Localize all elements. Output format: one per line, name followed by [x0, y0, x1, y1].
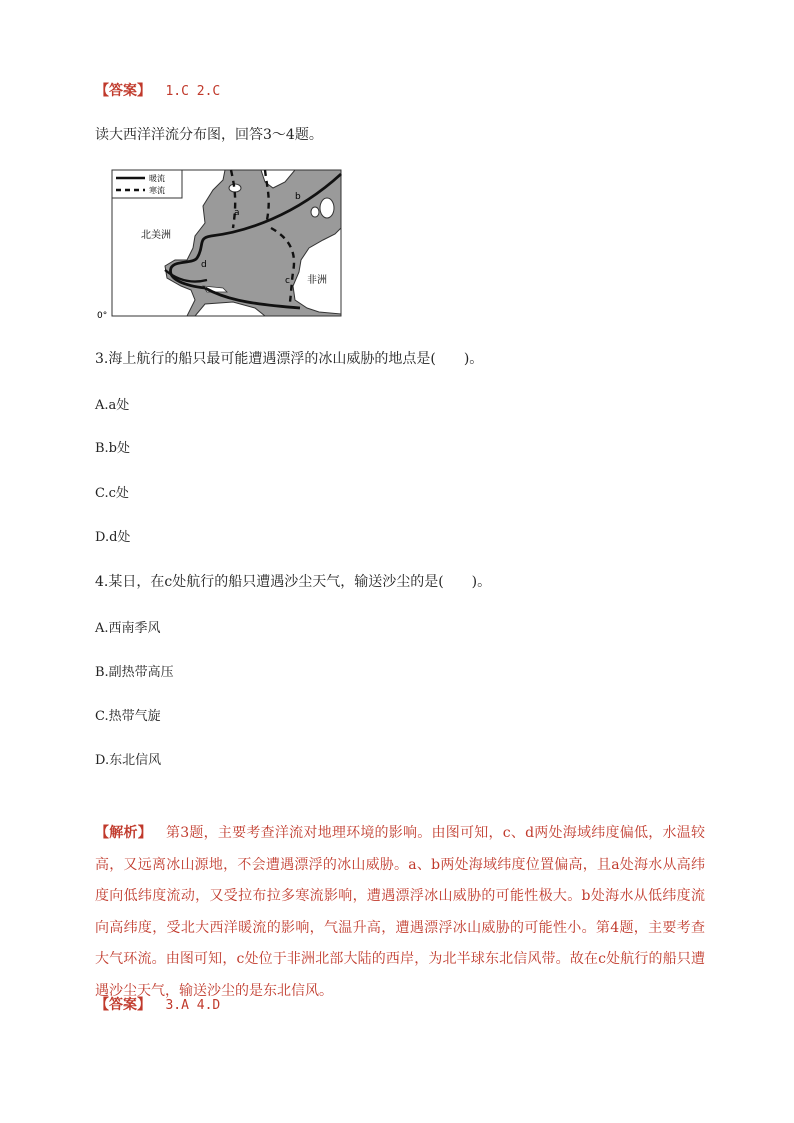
question-3-stem: 3.海上航行的船只最可能遭遇漂浮的冰山威胁的地点是( )。 — [95, 351, 484, 367]
label-d: d — [201, 260, 207, 270]
intro-text: 读大西洋洋流分布图，回答3～4题。 — [95, 127, 323, 143]
answer-line-2 — [95, 994, 220, 1014]
legend-warm-label: 暖流 — [149, 174, 165, 183]
q3-option-a: A.a处 — [95, 398, 130, 413]
answer-text: 1.C 2.C — [165, 84, 221, 99]
british-isles — [320, 198, 334, 218]
q4-option-a: A.西南季风 — [95, 621, 161, 636]
label-zero-degree: 0° — [97, 311, 108, 320]
label-north-america: 北美洲 — [141, 230, 171, 241]
label-c: c — [285, 276, 290, 286]
label-africa: 非洲 — [307, 275, 327, 286]
legend-box — [112, 170, 182, 198]
legend-cold-label: 寒流 — [149, 186, 165, 195]
answer-line-1 — [95, 80, 220, 100]
label-a: a — [234, 208, 240, 218]
q3-option-d: D.d处 — [95, 530, 131, 545]
answer-text-2: 3.A 4.D — [165, 998, 221, 1013]
ireland — [311, 207, 319, 217]
q4-option-c: C.热带气旋 — [95, 709, 161, 724]
analysis-block — [95, 818, 705, 1007]
q3-option-b: B.b处 — [95, 441, 131, 456]
label-b: b — [295, 192, 301, 202]
answer-tag-2: 【答案】 — [95, 997, 151, 1013]
q3-option-c: C.c处 — [95, 486, 129, 501]
q4-option-b: B.副热带高压 — [95, 665, 174, 680]
answer-tag: 【答案】 — [95, 83, 151, 99]
question-4-stem: 4.某日，在c处航行的船只遭遇沙尘天气，输送沙尘的是( )。 — [95, 574, 492, 590]
q4-option-d: D.东北信风 — [95, 753, 162, 768]
analysis-text: 第3题，主要考查洋流对地理环境的影响。由图可知，c、d两处海域纬度偏低，水温较高，又远离冰山源地，不会遭遇漂浮的冰山威胁。a、b两处海域纬度位置偏高，且a处海水从高纬度向低纬度流动，又受拉布拉多寒流影响，遭遇漂浮冰山威胁的可能性极大。b处海水从低纬度流向高纬度，受北大西洋暖流的影响，气温升高，遭遇漂浮冰山威胁的可能性小。第4题，主要考查大气环流。由图可知，c处位于非洲北部大陆的西岸，为北半球东北信风带。故在c处航行的船只遭遇沙尘天气，输送沙尘的是东北信风。 — [95, 825, 705, 999]
atlantic-currents-map — [95, 168, 345, 320]
analysis-tag: 【解析】 — [95, 825, 152, 841]
